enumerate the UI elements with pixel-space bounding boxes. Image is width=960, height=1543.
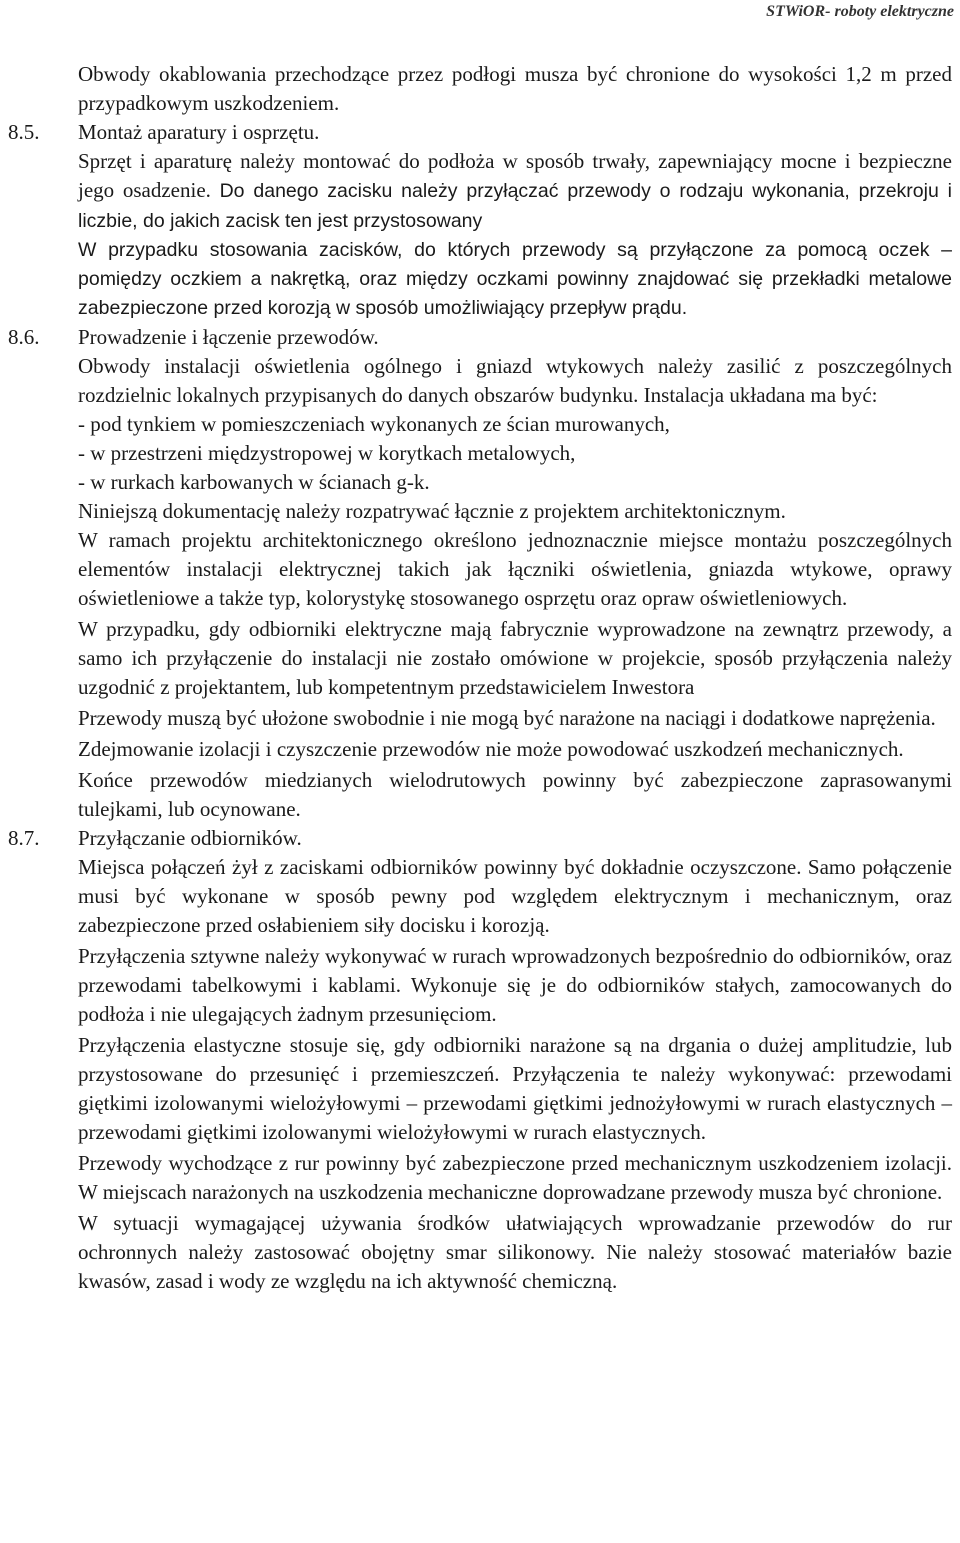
list-item: - w przestrzeni międzystropowej w korytkach metalowych, <box>78 441 576 465</box>
section-title: Prowadzenie i łączenie przewodów. <box>78 325 379 349</box>
list-item: - pod tynkiem w pomieszczeniach wykonanych ze ścian murowanych, <box>78 412 670 436</box>
section-8-6-paragraph-2: Niniejszą dokumentację należy rozpatrywać łącznie z projektem architektonicznym. <box>78 499 786 523</box>
section-number: 8.5. <box>8 120 40 144</box>
section-8-6-heading <box>8 323 952 352</box>
section-8-6-paragraph-6: Zdejmowanie izolacji i czyszczenie przewodów nie może powodować uszkodzeń mechanicznych. <box>78 737 904 761</box>
section-8-7-paragraph-3: Przyłączenia elastyczne stosuje się, gdy odbiorniki narażone są na drgania o dużej amplitudzie, lub przystosowane do przesunięć i przemieszczeń. Przyłączenia te należy wykonywać: przewodami giętkimi izolowanymi wielożyłowymi – przewodami giętkimi jednożyłowymi w rurach elastycznych – przewodami giętkimi izolowanymi wielożyłowymi w rurach elastycznych. <box>78 1033 952 1144</box>
section-8-7-paragraph-4: Przewody wychodzące z rur powinny być zabezpieczone przed mechanicznym uszkodzeniem izolacji. W miejscach narażonych na uszkodzenia mechaniczne doprowadzane przewody musza być chronione. <box>78 1151 952 1204</box>
page-header: STWiOR- roboty elektryczne <box>766 3 954 20</box>
section-8-6-paragraph-3: W ramach projektu architektonicznego określono jednoznacznie miejsce montażu poszczególnych elementów instalacji elektrycznej takich jak łączniki oświetlenia, gniazda wtykowe, oprawy oświetleniowe a także typ, kolorystykę stosowanego osprzętu oraz opraw oświetleniowych. <box>78 528 952 610</box>
section-8-6-paragraph-1: Obwody instalacji oświetlenia ogólnego i gniazd wtykowych należy zasilić z poszczególnych rozdzielnic lokalnych przypisanych do danych obszarów budynku. Instalacja układana ma być: <box>78 354 952 407</box>
section-8-7-paragraph-2: Przyłączenia sztywne należy wykonywać w rurach wprowadzonych bezpośrednio do odbiorników, oraz przewodami tabelkowymi i kablami. Wykonuje się je do odbiorników stałych, zamocowanych do podłoża i nie ulegających żadnym przesunięciom. <box>78 944 952 1026</box>
paragraph-serif-part: Sprzęt i aparaturę należy montować do podłoża w sposób trwały, zapewniający mocne i bezpieczne jego osadzenie. <box>78 149 952 202</box>
section-number: 8.6. <box>8 325 40 349</box>
section-title: Montaż aparatury i osprzętu. <box>78 120 320 144</box>
paragraph-sans-part: Do danego zacisku należy przyłączać przewody o rodzaju wykonania, przekroju i liczbie, do jakich zacisk ten jest przystosowany <box>78 180 953 232</box>
section-8-7-paragraph-5: W sytuacji wymagającej używania środków ułatwiających wprowadzanie przewodów do rur ochronnych należy zastosować obojętny smar silikonowy. Nie należy stosować materiałów bazie kwasów, zasad i wody ze względu na ich aktywność chemiczną. <box>78 1211 952 1293</box>
intro-paragraph: Obwody okablowania przechodzące przez podłogi musza być chronione do wysokości 1,2 m przed przypadkowym uszkodzeniem. <box>78 62 952 115</box>
section-title: Przyłączanie odbiorników. <box>78 826 302 850</box>
section-number: 8.7. <box>8 826 40 850</box>
section-8-5-paragraph-2: W przypadku stosowania zacisków, do których przewody są przyłączone za pomocą oczek – pomiędzy oczkiem a nakrętką, oraz między oczkami powinny znajdować się przekładki metalowe zabezpieczone przed korozją w sposób umożliwiający przepływ prądu. <box>78 239 952 319</box>
section-8-5-paragraph-1 <box>8 147 952 236</box>
section-8-7-heading <box>8 824 952 853</box>
section-8-6-paragraph-4: W przypadku, gdy odbiorniki elektryczne mają fabrycznie wyprowadzone na zewnątrz przewody, a samo ich przyłączenie do instalacji nie zostało omówione w projekcie, sposób przyłączenia należy uzgodnić z projektantem, lub kompetentnym przedstawicielem Inwestora <box>78 617 952 699</box>
section-8-6-paragraph-5: Przewody muszą być ułożone swobodnie i nie mogą być narażone na naciągi i dodatkowe naprężenia. <box>78 706 936 730</box>
document-body <box>8 60 952 1296</box>
section-8-5-heading <box>8 118 952 147</box>
section-8-7-paragraph-1: Miejsca połączeń żył z zaciskami odbiorników powinny być dokładnie oczyszczone. Samo połączenie musi być wykonane w sposób pewny pod względem elektrycznym i mechanicznym, oraz zabezpieczone przed osłabieniem siły docisku i korozją. <box>78 855 952 937</box>
list-item: - w rurkach karbowanych w ścianach g-k. <box>78 470 430 494</box>
installation-list <box>8 410 952 497</box>
section-8-6-paragraph-7: Końce przewodów miedzianych wielodrutowych powinny być zabezpieczone zaprasowanymi tulejkami, lub ocynowane. <box>78 768 952 821</box>
